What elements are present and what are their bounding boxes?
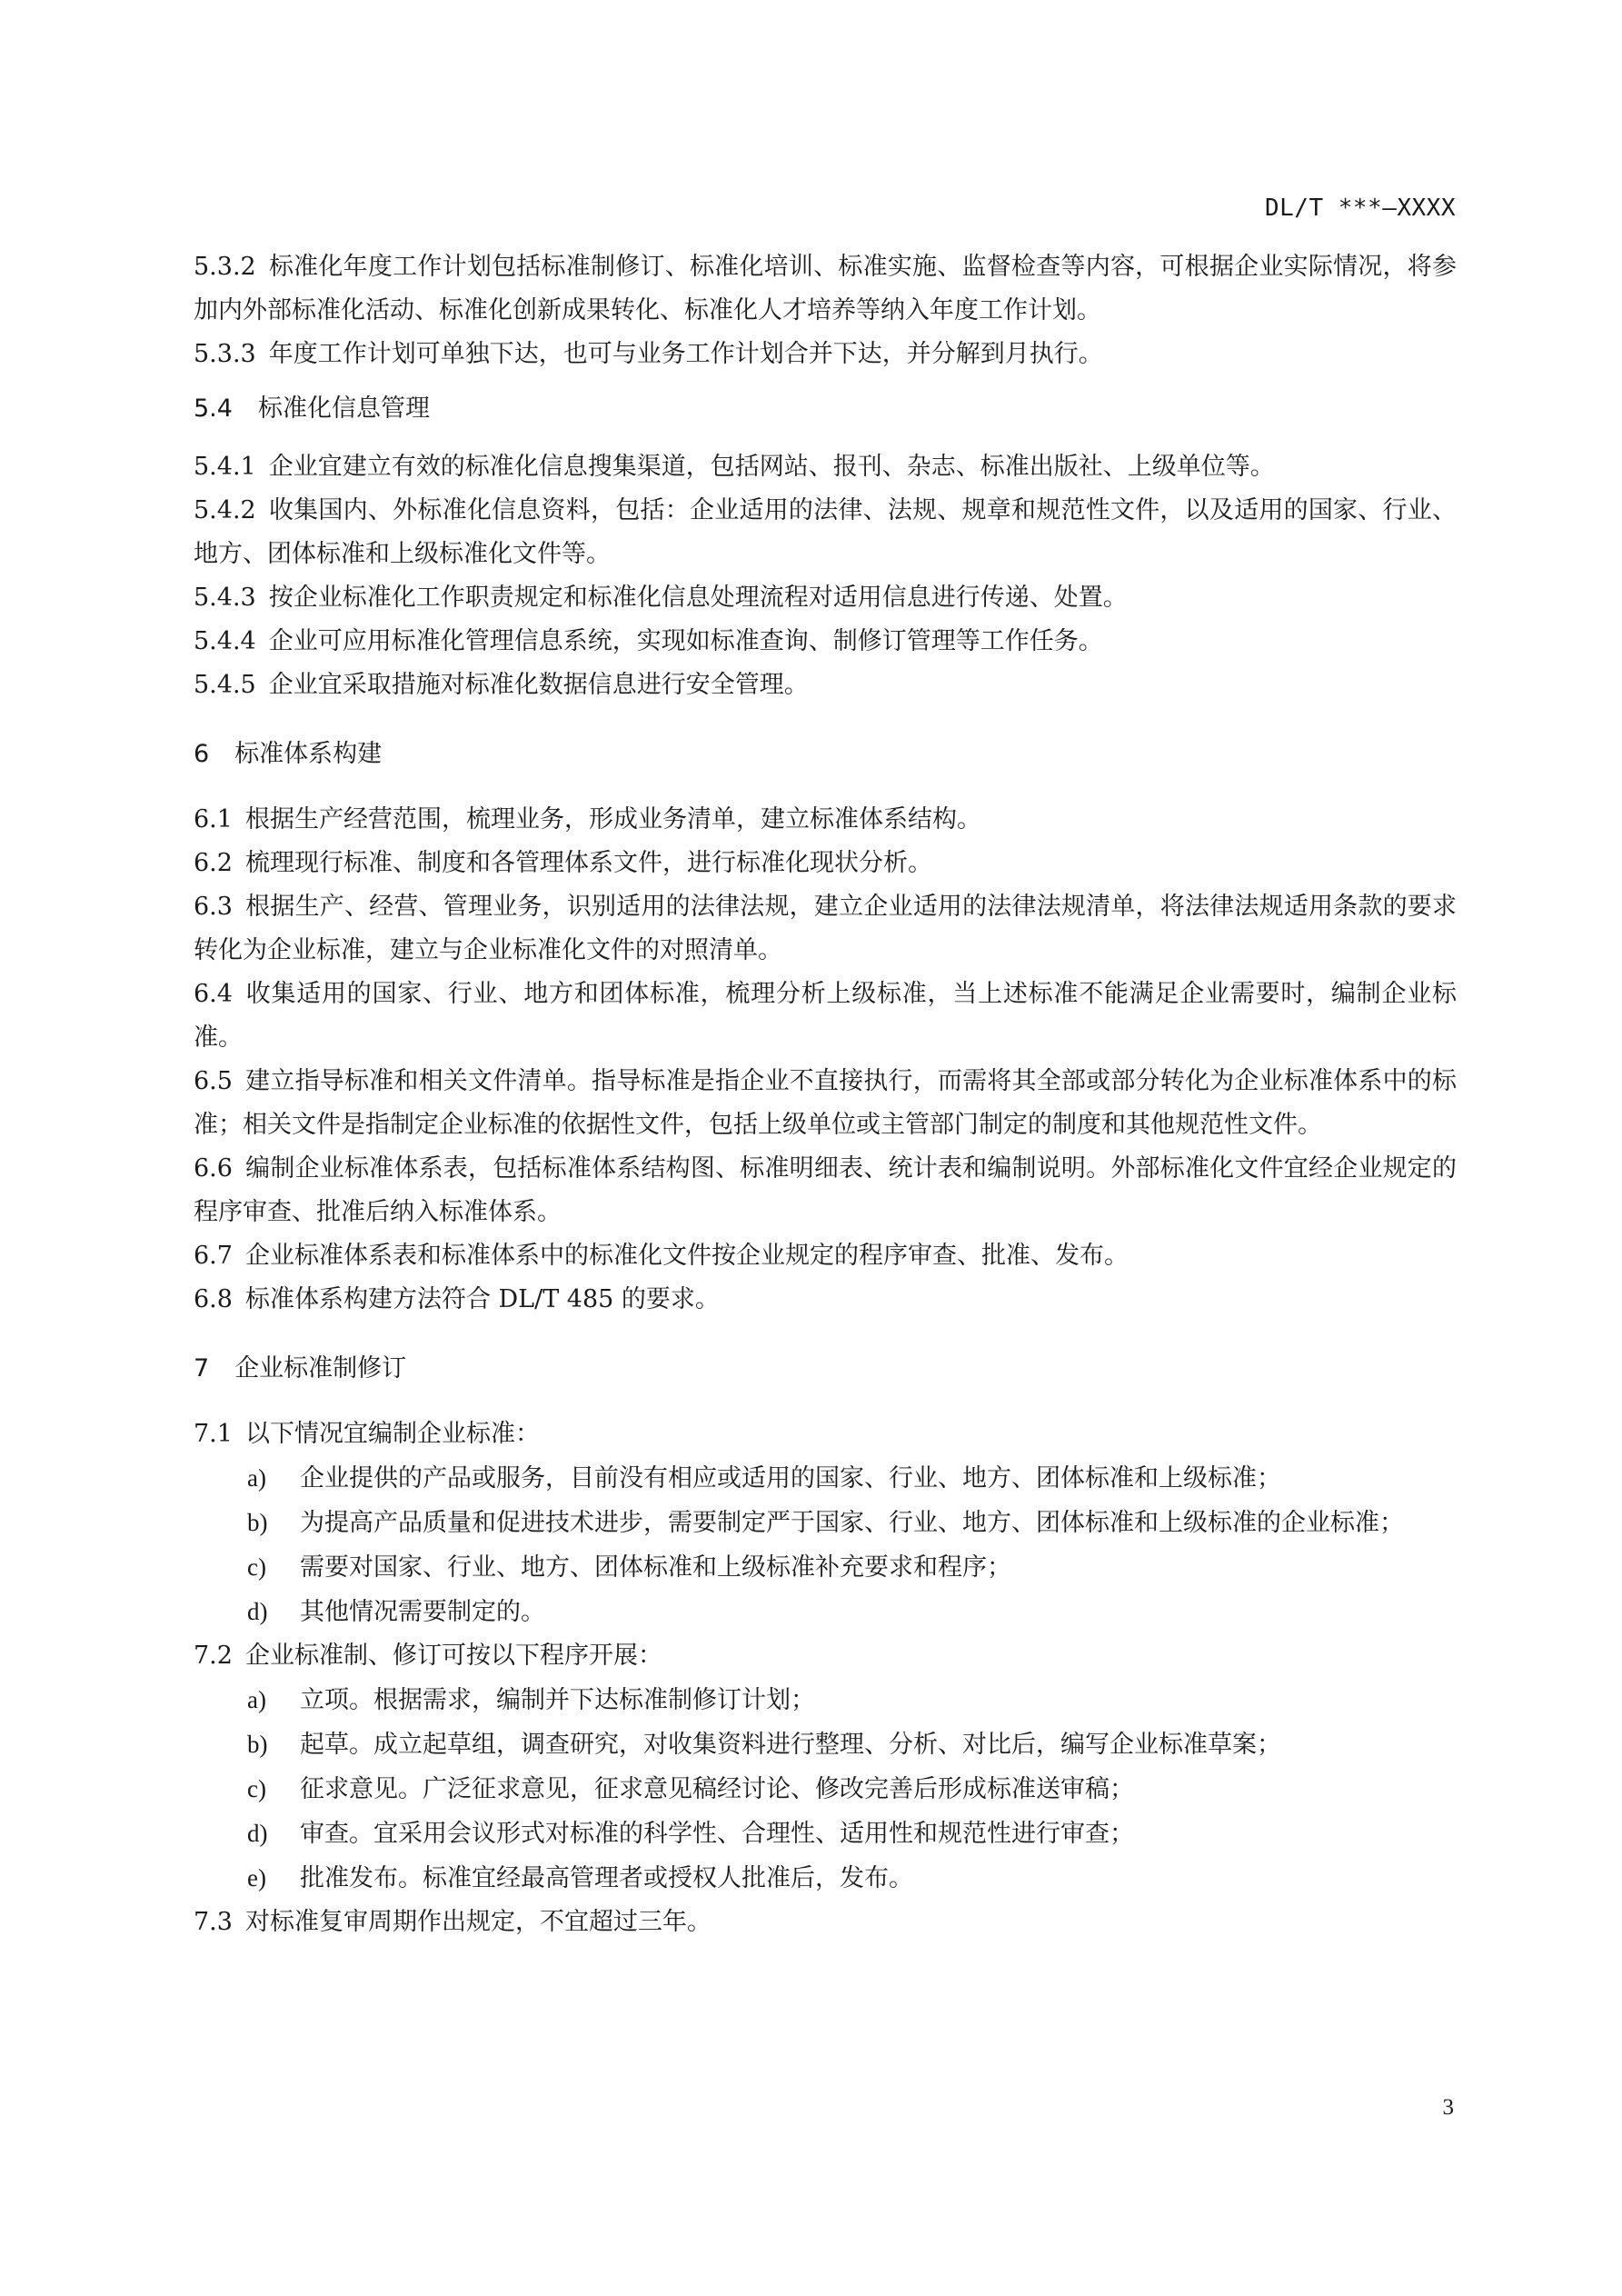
section-heading-5-4: 5.4 标准化信息管理 (194, 394, 430, 423)
clause-5-3-3: 5.3.3 年度工作计划可单独下达，也可与业务工作计划合并下达，并分解到月执行。 (194, 340, 1103, 368)
clause-7-2: 7.2 企业标准制、修订可按以下程序开展： (194, 1642, 662, 1670)
clause-6-2: 6.2 梳理现行标准、制度和各管理体系文件，进行标准化现状分析。 (194, 849, 932, 877)
clause-5-4-4: 5.4.4 企业可应用标准化管理信息系统，实现如标准查询、制修订管理等工作任务。 (194, 627, 1103, 655)
list-item: a) 立项。根据需求，编制并下达标准制修订计划； (247, 1686, 815, 1714)
clause-5-4-3: 5.4.3 按企业标准化工作职责规定和标准化信息处理流程对适用信息进行传递、处置。 (194, 584, 1128, 612)
clause-6-6: 6.6 编制企业标准体系表，包括标准体系结构图、标准明细表、统计表和编制说明。外部标准化文件宜经企业规定的程序审查、批准后纳入标准体系。 (194, 1154, 1457, 1226)
clause-7-1: 7.1 以下情况宜编制企业标准： (194, 1420, 540, 1448)
clause-6-4: 6.4 收集适用的国家、行业、地方和团体标准，梳理分析上级标准，当上述标准不能满足企业需要时，编制企业标准。 (194, 980, 1457, 1052)
document-code-header: DL/T ***—XXXX (1265, 195, 1456, 222)
clause-6-5: 6.5 建立指导标准和相关文件清单。指导标准是指企业不直接执行，而需将其全部或部分转化为企业标准体系中的标准；相关文件是指制定企业标准的依据性文件，包括上级单位或主管部门制定的制度和其他规范性文件。 (194, 1067, 1457, 1139)
page-number: 3 (1442, 2095, 1454, 2120)
section-heading-7: 7 企业标准制修订 (194, 1354, 407, 1383)
clause-6-3: 6.3 根据生产、经营、管理业务，识别适用的法律法规，建立企业适用的法律法规清单，将法律法规适用条款的要求转化为企业标准，建立与企业标准化文件的对照清单。 (194, 893, 1457, 964)
clause-5-4-2: 5.4.2 收集国内、外标准化信息资料，包括：企业适用的法律、法规、规章和规范性文件，以及适用的国家、行业、地方、团体标准和上级标准化文件等。 (194, 496, 1457, 568)
list-item: c) 征求意见。广泛征求意见，征求意见稿经讨论、修改完善后形成标准送审稿； (247, 1775, 1134, 1803)
page-body (194, 245, 1457, 1944)
clause-7-3: 7.3 对标准复审周期作出规定，不宜超过三年。 (194, 1908, 711, 1936)
list-item: b) 起草。成立起草组，调查研究，对收集资料进行整理、分析、对比后，编写企业标准草案； (247, 1731, 1281, 1759)
clause-6-8: 6.8 标准体系构建方法符合 DL/T 485 的要求。 (194, 1285, 720, 1313)
list-item: b) 为提高产品质量和促进技术进步，需要制定严于国家、行业、地方、团体标准和上级标准的企业标准； (247, 1509, 1404, 1537)
list-item: a) 企业提供的产品或服务，目前没有相应或适用的国家、行业、地方、团体标准和上级标准； (247, 1464, 1281, 1492)
list-item: e) 批准发布。标准宜经最高管理者或授权人批准后，发布。 (247, 1864, 913, 1892)
list-item: d) 审查。宜采用会议形式对标准的科学性、合理性、适用性和规范性进行审查； (247, 1820, 1134, 1848)
list-item: d) 其他情况需要制定的。 (247, 1598, 545, 1626)
clause-5-4-1: 5.4.1 企业宜建立有效的标准化信息搜集渠道，包括网站、报刊、杂志、标准出版社、上级单位等。 (194, 453, 1275, 481)
clause-5-3-2: 5.3.2 标准化年度工作计划包括标准制修订、标准化培训、标准实施、监督检查等内容，可根据企业实际情况，将参加内外部标准化活动、标准化创新成果转化、标准化人才培养等纳入年度工作计划。 (194, 253, 1457, 324)
clause-6-1: 6.1 根据生产经营范围，梳理业务，形成业务清单，建立标准体系结构。 (194, 805, 981, 834)
section-heading-6: 6 标准体系构建 (194, 740, 383, 768)
list-item: c) 需要对国家、行业、地方、团体标准和上级标准补充要求和程序； (247, 1553, 1011, 1582)
clause-6-7: 6.7 企业标准体系表和标准体系中的标准化文件按企业规定的程序审查、批准、发布。 (194, 1242, 1129, 1270)
clause-5-4-5: 5.4.5 企业宜采取措施对标准化数据信息进行安全管理。 (194, 671, 809, 699)
